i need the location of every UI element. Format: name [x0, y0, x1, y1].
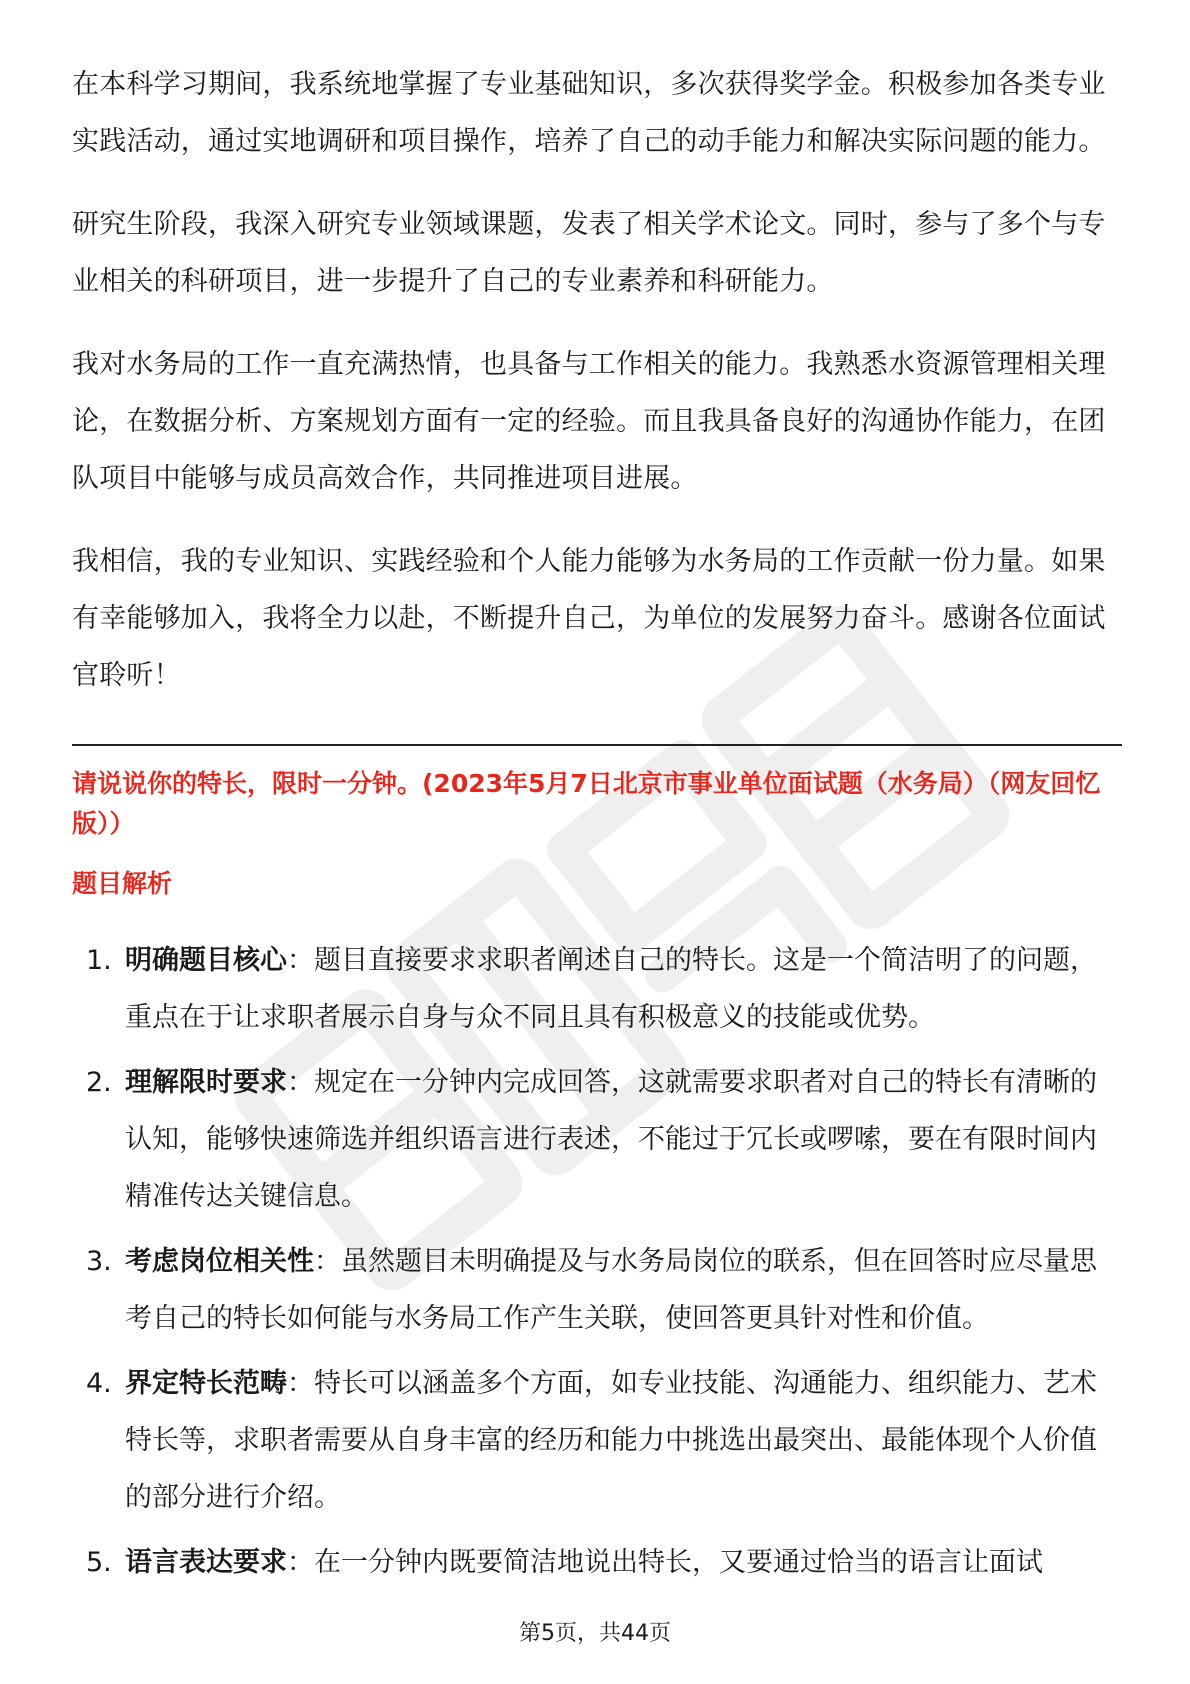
- list-item-body: ：在一分钟内既要简洁地说出特长，又要通过恰当的语言让面试: [287, 1546, 1043, 1578]
- list-item-heading: 考虑岗位相关性: [125, 1245, 314, 1277]
- list-number: 1.: [86, 944, 112, 976]
- question-heading: 请说说你的特长，限时一分钟。(2023年5月7日北京市事业单位面试题（水务局）（网友回忆版））: [72, 768, 1101, 838]
- answer-paragraph-graduate: 研究生阶段，我深入研究专业领域课题，发表了相关学术论文。同时，参与了多个与专业相关的科研项目，进一步提升了自己的专业素养和科研能力。: [72, 209, 1106, 297]
- answer-paragraph-ability: 我对水务局的工作一直充满热情，也具备与工作相关的能力。我熟悉水资源管理相关理论，在数据分析、方案规划方面有一定的经验。而且我具备良好的沟通协作能力，在团队项目中能够与成员高效合作，共同推进项目进展。: [72, 349, 1106, 494]
- main-content: [72, 56, 1122, 1599]
- list-item: [72, 1233, 1122, 1347]
- section-divider: [72, 744, 1122, 746]
- list-item-heading: 理解限时要求: [125, 1066, 287, 1098]
- list-number: 4.: [86, 1367, 112, 1399]
- page-footer: 第5页，共44页: [519, 1621, 671, 1646]
- list-item-body: ：题目直接要求求职者阐述自己的特长。这是一个简洁明了的问题，重点在于让求职者展示自身与众不同且具有积极意义的技能或优势。: [125, 944, 1097, 1033]
- list-item-heading: 语言表达要求: [125, 1546, 287, 1578]
- list-item: [72, 1534, 1122, 1591]
- list-item: [72, 932, 1122, 1046]
- list-number: 2.: [86, 1066, 112, 1098]
- list-item-body: ：虽然题目未明确提及与水务局岗位的联系，但在回答时应尽量思考自己的特长如何能与水务局工作产生关联，使回答更具针对性和价值。: [125, 1245, 1097, 1334]
- list-item-heading: 明确题目核心: [125, 944, 287, 976]
- answer-paragraph-closing: 我相信，我的专业知识、实践经验和个人能力能够为水务局的工作贡献一份力量。如果有幸能够加入，我将全力以赴，不断提升自己，为单位的发展努力奋斗。感谢各位面试官聆听！: [72, 546, 1106, 691]
- list-item-heading: 界定特长范畴: [125, 1367, 287, 1399]
- list-item: [72, 1054, 1122, 1225]
- list-number: 3.: [86, 1245, 112, 1277]
- list-item-body: ：特长可以涵盖多个方面，如专业技能、沟通能力、组织能力、艺术特长等，求职者需要从自身丰富的经历和能力中挑选出最突出、最能体现个人价值的部分进行介绍。: [125, 1367, 1097, 1513]
- analysis-list: [72, 932, 1122, 1591]
- list-item-body: ：规定在一分钟内完成回答，这就需要求职者对自己的特长有清晰的认知，能够快速筛选并组织语言进行表述，不能过于冗长或啰嗦，要在有限时间内精准传达关键信息。: [125, 1066, 1097, 1212]
- list-item: [72, 1355, 1122, 1526]
- answer-paragraph-undergrad: 在本科学习期间，我系统地掌握了专业基础知识，多次获得奖学金。积极参加各类专业实践活动，通过实地调研和项目操作，培养了自己的动手能力和解决实际问题的能力。: [72, 69, 1106, 157]
- list-number: 5.: [86, 1546, 112, 1578]
- analysis-heading: 题目解析: [72, 868, 173, 898]
